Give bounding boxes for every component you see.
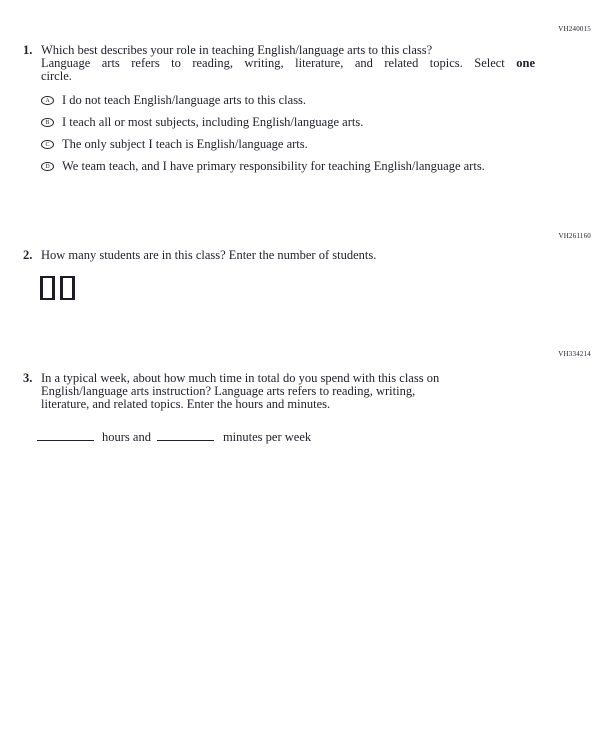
question-1-number: 1. <box>23 43 33 57</box>
question-3-line-1: In a typical week, about how much time in total do you spend with this class on <box>41 371 440 385</box>
question-1-accession-code: VH240015 <box>558 25 591 33</box>
answer-oval-d-icon[interactable] <box>41 162 54 172</box>
question-3-line-2: English/language arts instruction? Language arts refers to reading, writing, <box>41 384 416 398</box>
option-row-b[interactable] <box>41 116 581 129</box>
option-b-label: I teach all or most subjects, including English/language arts. <box>62 115 364 129</box>
answer-oval-a-icon[interactable] <box>41 96 54 106</box>
question-3-number: 3. <box>23 371 33 385</box>
question-1-line-2-bold: one <box>516 56 536 70</box>
option-c-label: The only subject I teach is English/language arts. <box>62 137 308 151</box>
question-3-line-3: literature, and related topics. Enter the hours and minutes. <box>41 397 331 411</box>
minutes-blank-field[interactable] <box>157 428 214 441</box>
question-1-line-1: Which best describes your role in teaching English/language arts to this class? <box>41 43 433 57</box>
option-row-c[interactable] <box>41 138 581 151</box>
question-2 <box>23 249 537 262</box>
student-count-digit-box-2[interactable] <box>60 276 75 300</box>
question-3-accession-code: VH334214 <box>558 350 591 358</box>
question-3 <box>23 372 537 411</box>
answer-oval-b-letter: B <box>45 119 50 126</box>
question-2-number: 2. <box>23 248 33 262</box>
option-d-label: We team teach, and I have primary responsibility for teaching English/language arts. <box>62 159 485 173</box>
hours-blank-field[interactable] <box>37 428 94 441</box>
answer-oval-c-icon[interactable] <box>41 140 54 150</box>
answer-oval-c-letter: C <box>45 141 50 148</box>
question-1-line-3: circle. <box>41 69 72 83</box>
question-2-accession-code: VH261160 <box>558 232 591 240</box>
answer-oval-d-letter: D <box>45 163 50 170</box>
answer-oval-b-icon[interactable] <box>41 118 54 128</box>
student-count-digit-box-1[interactable] <box>40 276 55 300</box>
question-1-line-2 <box>41 57 535 70</box>
option-a-label: I do not teach English/language arts to this class. <box>62 93 307 107</box>
question-1-options <box>41 94 581 182</box>
answer-oval-a-letter: A <box>45 97 50 104</box>
option-row-a[interactable] <box>41 94 581 107</box>
minutes-per-week-label: minutes per week <box>222 430 312 444</box>
question-1-line-2-text: Language arts refers to reading, writing, literature, and related topics. Select <box>41 56 505 70</box>
hours-minutes-entry <box>37 428 311 445</box>
question-1 <box>23 44 537 83</box>
question-2-text: How many students are in this class? Enter the number of students. <box>41 248 377 262</box>
option-row-d[interactable] <box>41 160 581 173</box>
student-count-entry <box>40 276 80 300</box>
hours-and-label: hours and <box>102 430 151 444</box>
question-1-text <box>41 44 535 83</box>
